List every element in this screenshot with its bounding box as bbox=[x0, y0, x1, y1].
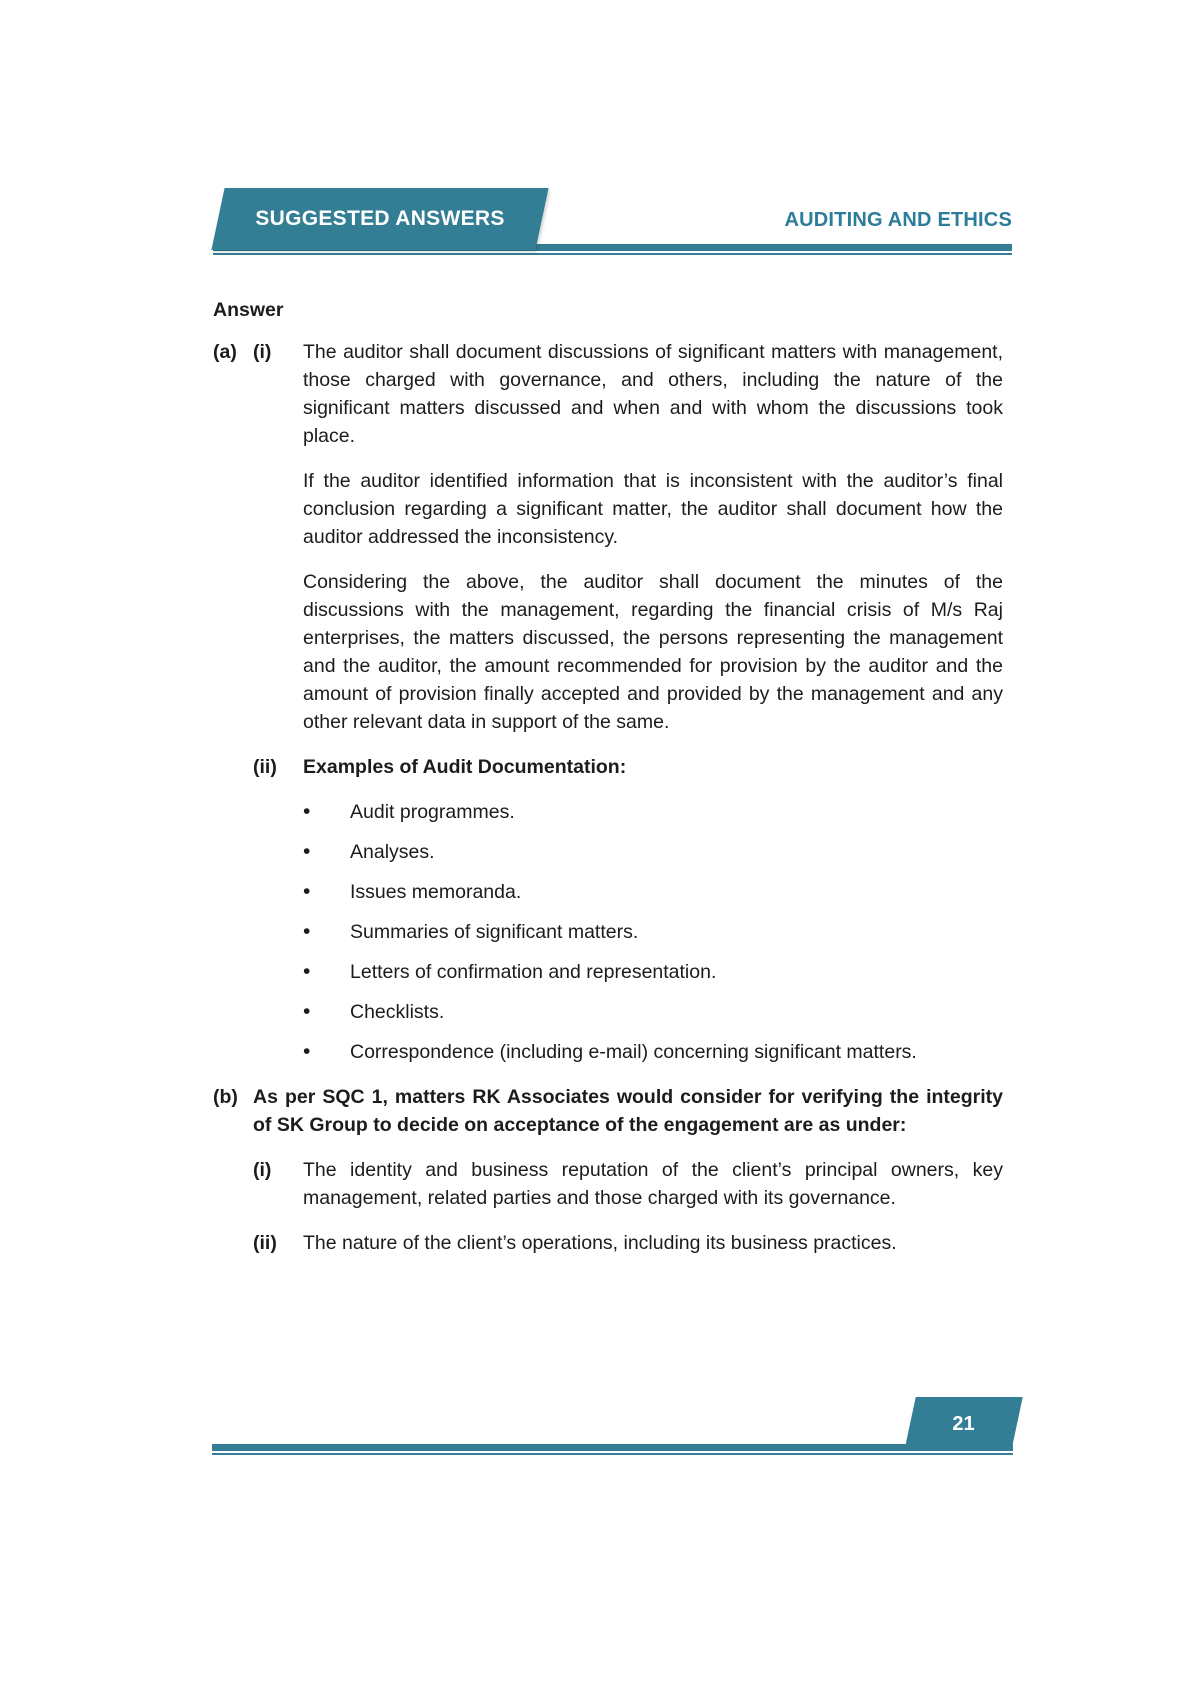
answer-content bbox=[213, 296, 1003, 1274]
page-number-box bbox=[904, 1397, 1022, 1451]
list-item bbox=[303, 958, 1003, 986]
document-title: AUDITING AND ETHICS bbox=[784, 209, 1012, 231]
examples-heading: Examples of Audit Documentation: bbox=[303, 756, 627, 778]
item-b-sub-ii-label: (ii) bbox=[253, 1232, 277, 1254]
list-item bbox=[303, 998, 1003, 1026]
list-item-text: Analyses. bbox=[350, 841, 435, 863]
item-a-sub-ii-label: (ii) bbox=[253, 756, 277, 778]
item-b-sub-ii-body bbox=[303, 1229, 1003, 1274]
page-number: 21 bbox=[952, 1413, 975, 1435]
item-b-heading: As per SQC 1, matters RK Associates would consider for verifying the integrity of SK Group to decide on acceptance of the engagement are as under: bbox=[253, 1086, 1003, 1136]
item-a-sub-i-label: (i) bbox=[253, 341, 272, 363]
list-item bbox=[303, 1038, 1003, 1066]
item-b-label: (b) bbox=[213, 1086, 238, 1108]
paragraph: Considering the above, the auditor shall document the minutes of the discussions with the management, regarding the financial crisis of M/s Raj enterprises, the matters discussed, the persons representing the management and the auditor, the amount recommended for provision by the auditor and the amount of provision finally accepted and provided by the management and any other relevant data in support of the same. bbox=[303, 571, 1003, 733]
footer-rule-thick bbox=[212, 1444, 1013, 1451]
paragraph: If the auditor identified information that is inconsistent with the auditor’s final conclusion regarding a significant matter, the auditor shall document how the auditor addressed the inconsistency. bbox=[303, 470, 1003, 548]
footer-rule-thin bbox=[212, 1453, 1013, 1455]
header-rule-thin bbox=[213, 253, 1012, 255]
item-a bbox=[213, 338, 1003, 1083]
item-a-sub-ii-body bbox=[303, 753, 1003, 1083]
item-a-sub-ii bbox=[253, 753, 1003, 1083]
item-b-body bbox=[253, 1083, 1003, 1274]
list-item-text: Audit programmes. bbox=[350, 801, 515, 823]
bullet-icon: • bbox=[303, 800, 311, 823]
item-a-sub-i bbox=[253, 338, 1003, 753]
paragraph: The identity and business reputation of the client’s principal owners, key management, related parties and those charged with its governance. bbox=[303, 1159, 1003, 1209]
list-item bbox=[303, 798, 1003, 826]
paragraph: The auditor shall document discussions of significant matters with management, those charged with governance, and others, including the nature of the significant matters discussed and when and with whom the discussions took place. bbox=[303, 341, 1003, 447]
list-item-text: Checklists. bbox=[350, 1001, 445, 1023]
suggested-answers-banner bbox=[211, 188, 548, 250]
list-item bbox=[303, 878, 1003, 906]
list-item-text: Summaries of significant matters. bbox=[350, 921, 639, 943]
item-b-sub-i-body bbox=[303, 1156, 1003, 1229]
item-b-sub-i-label: (i) bbox=[253, 1159, 272, 1181]
banner-label: SUGGESTED ANSWERS bbox=[255, 207, 505, 230]
list-item bbox=[303, 838, 1003, 866]
audit-documentation-list bbox=[303, 798, 1003, 1066]
item-b-sub-ii bbox=[253, 1229, 1003, 1274]
list-item bbox=[303, 918, 1003, 946]
list-item-text: Issues memoranda. bbox=[350, 881, 522, 903]
item-a-label: (a) bbox=[213, 341, 237, 363]
item-a-sub-i-body bbox=[303, 338, 1003, 753]
item-b bbox=[213, 1083, 1003, 1274]
bullet-icon: • bbox=[303, 1040, 311, 1063]
bullet-icon: • bbox=[303, 880, 311, 903]
list-item-text: Letters of confirmation and representation. bbox=[350, 961, 717, 983]
item-a-body bbox=[253, 338, 1003, 1083]
answer-heading: Answer bbox=[213, 299, 284, 321]
list-item-text: Correspondence (including e-mail) concerning significant matters. bbox=[350, 1041, 917, 1063]
bullet-icon: • bbox=[303, 920, 311, 943]
bullet-icon: • bbox=[303, 960, 311, 983]
bullet-icon: • bbox=[303, 1000, 311, 1023]
item-b-sub-i bbox=[253, 1156, 1003, 1229]
bullet-icon: • bbox=[303, 840, 311, 863]
paragraph: The nature of the client’s operations, including its business practices. bbox=[303, 1232, 897, 1254]
